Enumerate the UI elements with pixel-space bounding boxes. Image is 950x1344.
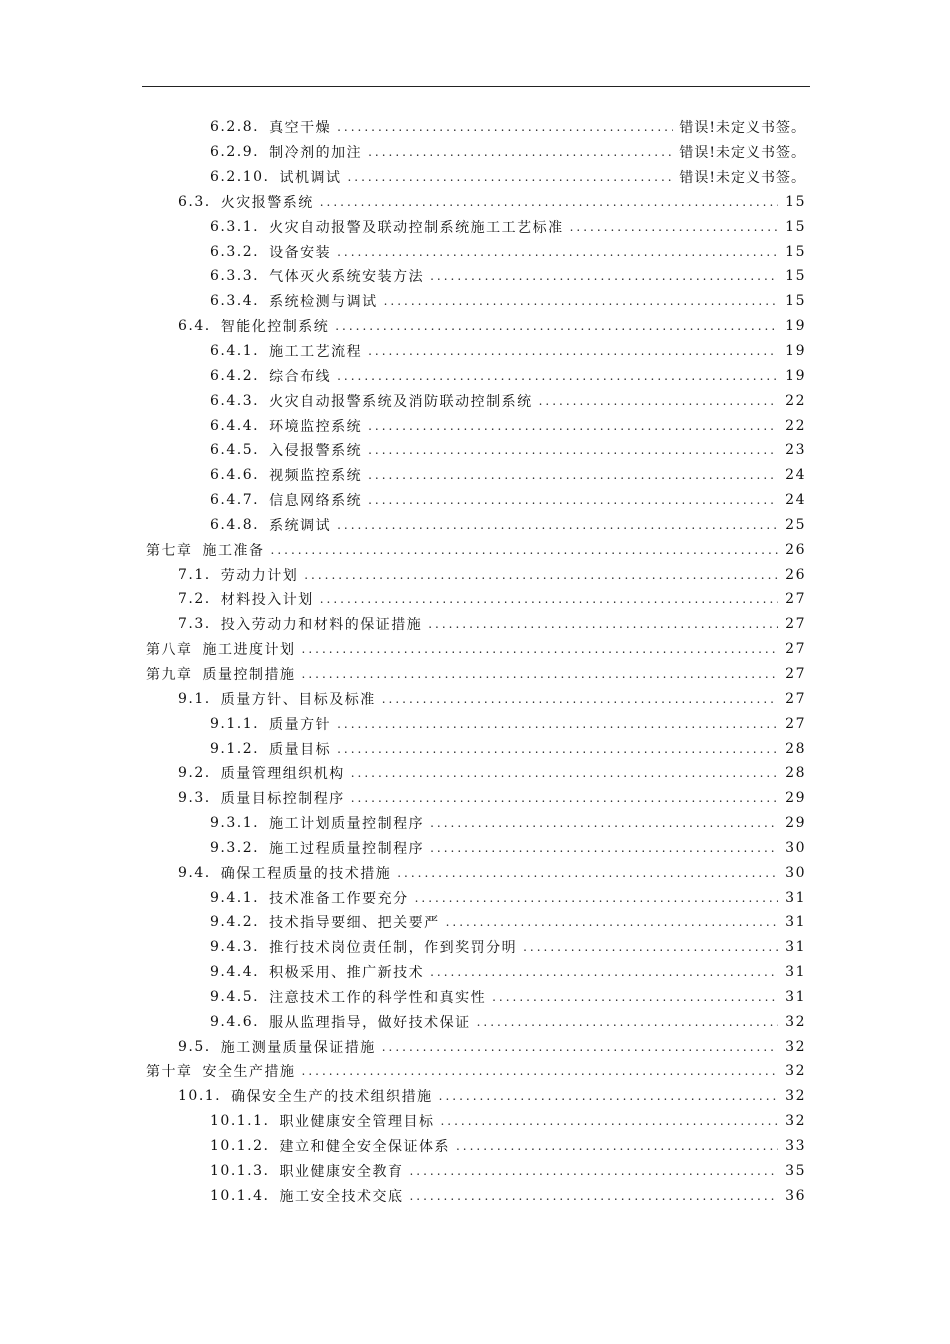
toc-entry[interactable] [0,363,950,388]
toc-dot-leader [368,344,778,358]
toc-dot-leader [368,468,778,482]
toc-dot-leader [302,1064,779,1078]
toc-entry[interactable] [0,711,950,736]
toc-entry[interactable] [0,239,950,264]
toc-entry-number: 第十章 [146,1064,193,1081]
toc-entry-page: 30 [785,864,806,881]
toc-entry[interactable] [0,513,950,538]
toc-entry-page: 19 [785,367,806,384]
toc-entry[interactable] [0,835,950,860]
toc-entry-title: 环境监控系统 [269,418,363,435]
toc-entry-number: 6.3. [178,193,211,210]
toc-entry-page: 26 [785,566,806,583]
toc-entry-page: 32 [785,1088,806,1105]
toc-dot-leader [477,1015,778,1029]
toc-entry-number: 6.4. [178,318,211,335]
toc-entry-number: 6.2.9. [210,144,260,161]
toc-entry-number: 10.1.1. [210,1113,270,1130]
toc-dot-leader [397,866,778,880]
toc-entry[interactable] [0,985,950,1010]
toc-dot-leader [409,1164,778,1178]
toc-entry-page: 31 [785,889,806,906]
toc-entry-page: 27 [785,665,806,682]
toc-entry-page: 23 [785,442,806,459]
toc-dot-leader [337,120,673,134]
toc-entry[interactable] [0,786,950,811]
toc-entry-title: 综合布线 [269,368,332,385]
toc-entry[interactable] [0,1134,950,1159]
toc-entry-title: 系统调试 [269,517,332,534]
toc-dot-leader [446,915,778,929]
toc-entry-title: 施工测量质量保证措施 [220,1039,376,1056]
toc-entry-page: 错误!未定义书签。 [679,120,806,137]
toc-entry-number: 6.3.4. [210,293,260,310]
toc-entry-page: 27 [785,690,806,707]
toc-entry[interactable] [0,388,950,413]
toc-entry-number: 第八章 [146,642,193,659]
toc-entry-title: 智能化控制系统 [220,319,330,336]
toc-entry-title: 信息网络系统 [269,493,363,510]
toc-entry[interactable] [0,637,950,662]
toc-entry-title: 劳动力计划 [220,567,299,584]
toc-entry-title: 技术准备工作要充分 [269,890,409,907]
toc-entry-number: 9.4.6. [210,1013,260,1030]
toc-entry-number: 6.2.10. [210,169,270,186]
toc-entry-title: 安全生产措施 [202,1064,296,1081]
toc-entry-number: 6.4.3. [210,392,260,409]
toc-entry-page: 24 [785,492,806,509]
toc-entry-page: 32 [785,1063,806,1080]
toc-entry-number: 9.4.2. [210,914,260,931]
toc-entry-title: 施工计划质量控制程序 [269,816,425,833]
toc-entry[interactable] [0,686,950,711]
toc-entry[interactable] [0,190,950,215]
toc-entry[interactable] [0,1034,950,1059]
toc-dot-leader [335,319,778,333]
toc-entry-page: 28 [785,740,806,757]
toc-entry-number: 6.4.4. [210,417,260,434]
toc-entry[interactable] [0,960,950,985]
toc-entry-number: 6.3.1. [210,218,260,235]
toc-dot-leader [440,1114,778,1128]
toc-entry[interactable] [0,140,950,165]
toc-entry-page: 32 [785,1038,806,1055]
toc-entry-page: 15 [785,218,806,235]
toc-entry-page: 32 [785,1013,806,1030]
toc-entry-title: 质量目标控制程序 [220,791,345,808]
toc-entry-number: 9.3.2. [210,839,260,856]
toc-entry[interactable] [0,115,950,140]
toc-entry-number: 9.2. [178,765,211,782]
toc-entry-number: 7.2. [178,591,211,608]
toc-dot-leader [304,568,778,582]
toc-entry[interactable] [0,811,950,836]
toc-entry-page: 27 [785,616,806,633]
toc-entry[interactable] [0,1084,950,1109]
toc-entry[interactable] [0,165,950,190]
toc-entry-page: 35 [785,1162,806,1179]
toc-dot-leader [351,791,778,805]
toc-dot-leader [384,294,778,308]
toc-entry-page: 29 [785,815,806,832]
toc-dot-leader [368,443,778,457]
header-rule [142,86,810,87]
toc-dot-leader [337,742,778,756]
toc-entry[interactable] [0,214,950,239]
toc-entry-title: 设备安装 [269,244,332,261]
toc-entry-number: 9.3.1. [210,815,260,832]
toc-entry-number: 9.4.5. [210,988,260,1005]
toc-entry-number: 7.1. [178,566,211,583]
toc-entry-title: 入侵报警系统 [269,443,363,460]
toc-entry-title: 建立和健全安全保证体系 [279,1139,450,1156]
toc-entry-number: 第九章 [146,666,193,683]
toc-entry-page: 26 [785,541,806,558]
toc-entry[interactable] [0,1109,950,1134]
toc-entry-page: 31 [785,914,806,931]
toc-entry-title: 火灾自动报警系统及消防联动控制系统 [269,393,533,410]
toc-entry-title: 质量目标 [269,741,332,758]
toc-entry-number: 9.4.3. [210,939,260,956]
toc-entry-title: 火灾自动报警及联动控制系统施工工艺标准 [269,219,564,236]
toc-entry[interactable] [0,1059,950,1084]
toc-dot-leader [368,493,778,507]
toc-entry-page: 19 [785,318,806,335]
toc-entry-number: 9.1.1. [210,715,260,732]
toc-entry-title: 投入劳动力和材料的保证措施 [220,617,423,634]
toc-entry-title: 推行技术岗位责任制，作到奖罚分明 [269,940,518,957]
toc-dot-leader [430,841,778,855]
toc-entry-number: 6.4.6. [210,467,260,484]
toc-entry-title: 制冷剂的加注 [269,145,363,162]
toc-dot-leader [271,543,779,557]
toc-entry[interactable] [0,860,950,885]
toc-dot-leader [539,394,778,408]
toc-entry[interactable] [0,662,950,687]
toc-entry-title: 施工过程质量控制程序 [269,840,425,857]
table-of-contents [0,115,950,1208]
toc-entry-page: 错误!未定义书签。 [679,170,806,187]
toc-dot-leader [351,766,778,780]
toc-entry-number: 9.3. [178,790,211,807]
toc-entry-number: 6.2.8. [210,119,260,136]
toc-entry-page: 33 [785,1138,806,1155]
toc-entry[interactable] [0,438,950,463]
toc-dot-leader [347,170,673,184]
toc-entry-page: 36 [785,1187,806,1204]
toc-entry-number: 6.3.2. [210,243,260,260]
toc-entry-title: 质量管理组织机构 [220,766,345,783]
toc-entry-page: 27 [785,715,806,732]
toc-entry[interactable] [0,289,950,314]
toc-entry-page: 31 [785,988,806,1005]
toc-entry-page: 15 [785,293,806,310]
toc-dot-leader [456,1139,778,1153]
toc-entry[interactable] [0,612,950,637]
toc-dot-leader [415,891,778,905]
toc-entry-page: 27 [785,591,806,608]
toc-dot-leader [320,195,778,209]
toc-entry-number: 9.4.1. [210,889,260,906]
toc-entry[interactable] [0,1158,950,1183]
toc-entry-title: 质量方针、目标及标准 [220,691,376,708]
toc-entry-number: 6.4.2. [210,367,260,384]
toc-entry-page: 22 [785,417,806,434]
toc-entry[interactable] [0,910,950,935]
toc-entry-page: 24 [785,467,806,484]
toc-entry-title: 服从监理指导，做好技术保证 [269,1014,471,1031]
toc-entry[interactable] [0,488,950,513]
toc-entry-number: 9.5. [178,1038,211,1055]
toc-entry[interactable] [0,413,950,438]
toc-dot-leader [430,269,778,283]
toc-entry[interactable] [0,736,950,761]
toc-dot-leader [523,940,778,954]
toc-entry-page: 30 [785,839,806,856]
toc-entry-number: 9.4.4. [210,964,260,981]
toc-entry-title: 职业健康安全管理目标 [279,1114,435,1131]
toc-entry-title: 确保安全生产的技术组织措施 [231,1089,433,1106]
toc-entry-page: 15 [785,243,806,260]
toc-dot-leader [439,1089,778,1103]
toc-entry-number: 6.4.7. [210,492,260,509]
toc-entry-title: 施工安全技术交底 [279,1188,404,1205]
toc-entry-number: 9.4. [178,864,211,881]
toc-entry-number: 9.1. [178,690,211,707]
toc-entry-number: 6.4.5. [210,442,260,459]
toc-dot-leader [337,717,778,731]
toc-entry[interactable] [0,761,950,786]
toc-entry-page: 32 [785,1113,806,1130]
toc-entry-title: 视频监控系统 [269,468,363,485]
toc-entry-number: 6.4.1. [210,343,260,360]
toc-dot-leader [428,617,778,631]
toc-entry-number: 10.1. [178,1088,222,1105]
toc-entry[interactable] [0,1183,950,1208]
toc-dot-leader [382,692,778,706]
toc-entry-title: 试机调试 [279,170,342,187]
toc-dot-leader [368,419,778,433]
toc-entry-title: 积极采用、推广新技术 [269,965,425,982]
toc-entry-number: 10.1.3. [210,1162,270,1179]
toc-entry-title: 质量方针 [269,716,332,733]
toc-entry-title: 职业健康安全教育 [279,1163,404,1180]
toc-entry-page: 25 [785,516,806,533]
toc-entry[interactable] [0,1009,950,1034]
toc-entry-number: 10.1.4. [210,1187,270,1204]
toc-entry-page: 31 [785,939,806,956]
toc-entry[interactable] [0,537,950,562]
toc-entry-title: 施工进度计划 [202,642,296,659]
toc-dot-leader [409,1189,778,1203]
toc-entry-page: 31 [785,964,806,981]
toc-entry-title: 火灾报警系统 [220,194,314,211]
toc-entry-page: 27 [785,641,806,658]
toc-entry[interactable] [0,463,950,488]
toc-dot-leader [302,642,779,656]
toc-entry-number: 10.1.2. [210,1138,270,1155]
toc-entry[interactable] [0,587,950,612]
toc-dot-leader [320,592,778,606]
toc-dot-leader [302,667,779,681]
toc-entry-number: 第七章 [146,542,193,559]
toc-entry[interactable] [0,314,950,339]
toc-entry[interactable] [0,885,950,910]
toc-entry-title: 气体灭火系统安装方法 [269,269,425,286]
toc-entry-number: 6.3.3. [210,268,260,285]
toc-dot-leader [430,965,778,979]
toc-entry-page: 29 [785,790,806,807]
toc-entry-number: 7.3. [178,616,211,633]
toc-entry-title: 施工准备 [202,542,265,559]
toc-entry-title: 系统检测与调试 [269,294,378,311]
toc-entry[interactable] [0,339,950,364]
toc-entry[interactable] [0,562,950,587]
toc-entry-title: 注意技术工作的科学性和真实性 [269,989,487,1006]
toc-entry-page: 15 [785,193,806,210]
toc-dot-leader [337,245,778,259]
toc-entry-number: 9.1.2. [210,740,260,757]
toc-dot-leader [492,990,778,1004]
toc-entry[interactable] [0,935,950,960]
toc-entry-page: 19 [785,343,806,360]
toc-dot-leader [430,816,778,830]
toc-entry-page: 15 [785,268,806,285]
toc-entry-title: 技术指导要细、把关要严 [269,915,440,932]
toc-entry-title: 确保工程质量的技术措施 [220,865,392,882]
toc-dot-leader [337,518,778,532]
toc-entry[interactable] [0,264,950,289]
toc-entry-title: 真空干燥 [269,120,332,137]
toc-entry-page: 28 [785,765,806,782]
toc-entry-title: 施工工艺流程 [269,344,363,361]
toc-dot-leader [337,369,778,383]
toc-dot-leader [368,145,673,159]
toc-entry-page: 22 [785,392,806,409]
toc-dot-leader [382,1040,778,1054]
toc-entry-number: 6.4.8. [210,516,260,533]
toc-entry-title: 质量控制措施 [202,666,296,683]
toc-entry-title: 材料投入计划 [220,592,314,609]
toc-dot-leader [570,220,778,234]
toc-entry-page: 错误!未定义书签。 [679,145,806,162]
